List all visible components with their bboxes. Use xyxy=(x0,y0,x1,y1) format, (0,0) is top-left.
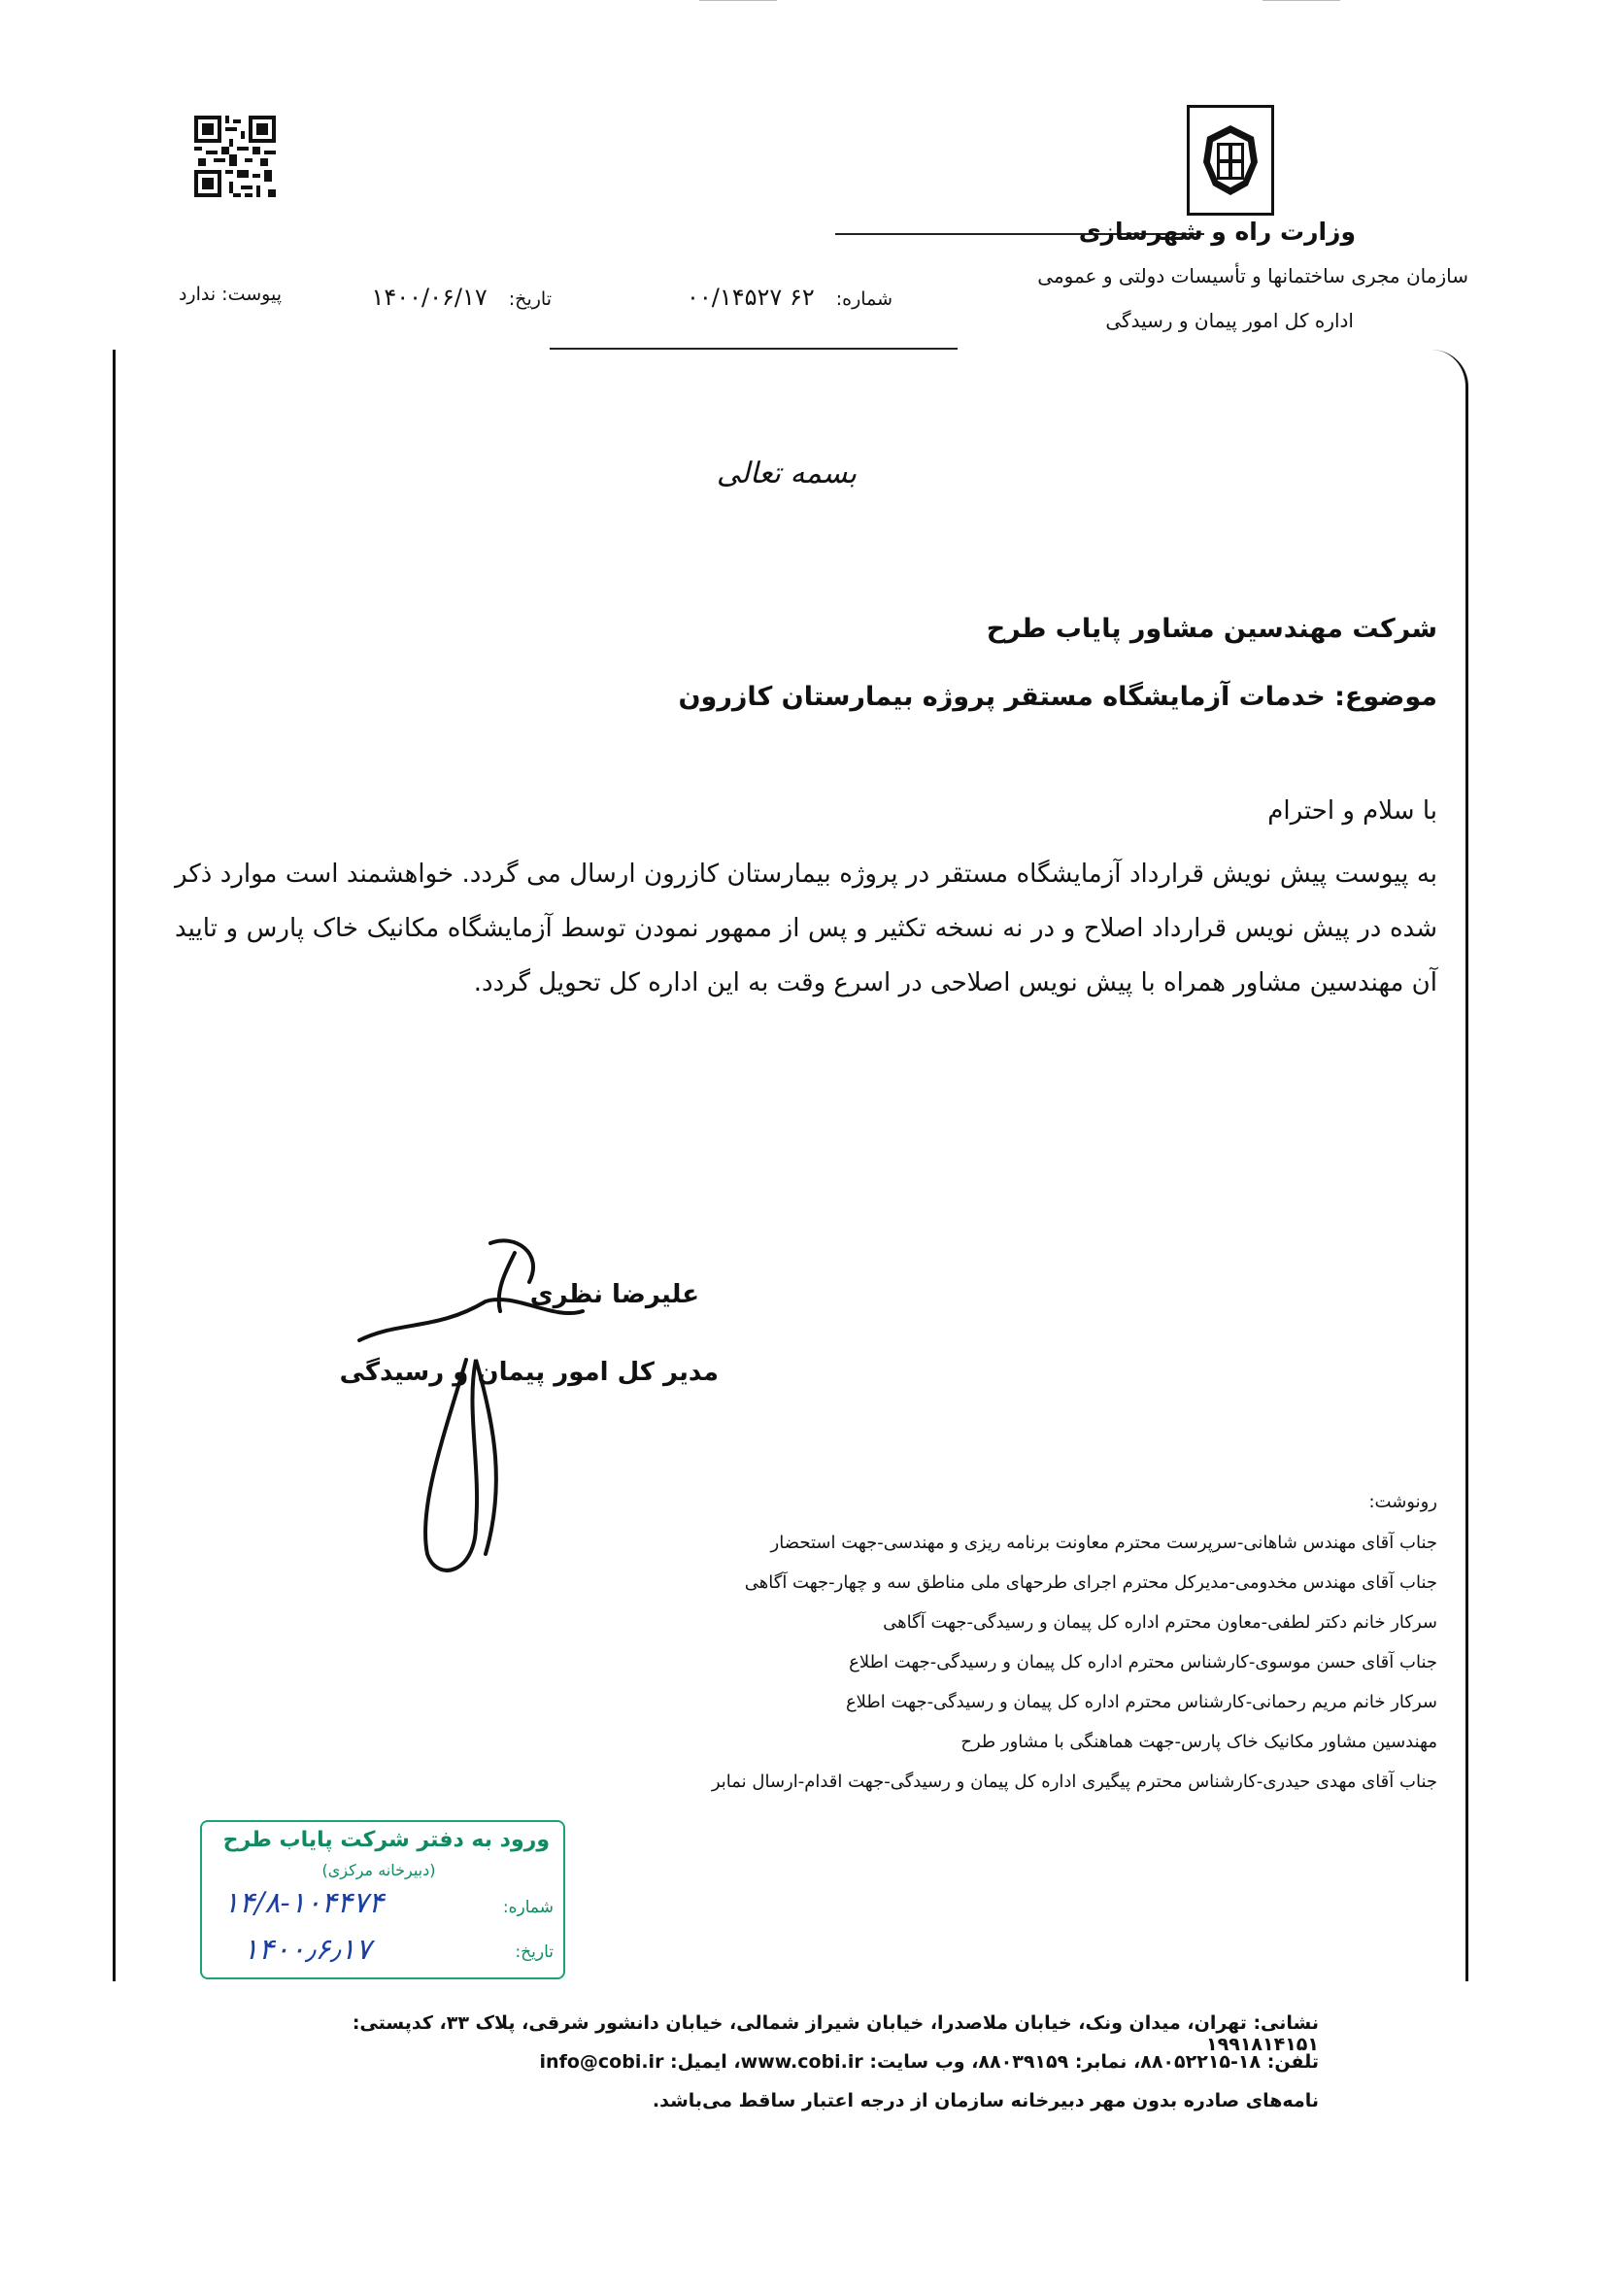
greeting: با سلام و احترام xyxy=(1267,796,1437,826)
footer-note: نامه‌های صادره بدون مهر دبیرخانه سازمان از درجه اعتبار ساقط می‌باشد. xyxy=(652,2090,1319,2111)
scan-edge-line xyxy=(699,0,777,1)
bismillah-heading: بسمه تعالی xyxy=(716,456,858,490)
cc-list xyxy=(466,1523,1437,1802)
cc-item: سرکار خانم دکتر لطفی-معاون محترم اداره کل پیمان و رسیدگی-جهت آگاهی xyxy=(883,1612,1437,1633)
letter-date xyxy=(328,284,552,311)
letter-number-label: شماره: xyxy=(835,288,892,310)
cc-item: جناب آقای مهدی حیدری-کارشناس محترم پیگیری اداره کل پیمان و رسیدگی-جهت اقدام-ارسال نمابر xyxy=(711,1772,1437,1792)
cc-item: جناب آقای مهندس مخدومی-مدیرکل محترم اجرای طرحهای ملی مناطق سه و چهار-جهت آگاهی xyxy=(744,1572,1437,1593)
cc-label: رونوشت: xyxy=(1368,1492,1437,1512)
cc-item: جناب آقای حسن موسوی-کارشناس محترم اداره کل پیمان و رسیدگی-جهت اطلاع xyxy=(849,1652,1437,1672)
letter-attachment xyxy=(146,284,282,305)
letter-number-value: ۶۲ ۰۰/۱۴۵۲۷ xyxy=(686,284,815,311)
recipient: شرکت مهندسین مشاور پایاب طرح xyxy=(986,614,1437,644)
attachment-value: ندارد xyxy=(178,284,217,305)
department-name: اداره کل امور پیمان و رسیدگی xyxy=(1105,309,1354,332)
ministry-logo-icon xyxy=(1187,105,1274,216)
cc-item: مهندسین مشاور مکانیک خاک پارس-جهت هماهنگی با مشاور طرح xyxy=(960,1732,1437,1752)
received-stamp xyxy=(200,1820,565,1979)
stamp-subtitle: (دبیرخانه مرکزی) xyxy=(321,1861,436,1879)
cc-item: جناب آقای مهندس شاهانی-سرپرست محترم معاونت برنامه ریزی و مهندسی-جهت استحضار xyxy=(770,1533,1437,1553)
letter-body: به پیوست پیش نویش قرارداد آزمایشگاه مستقر در پروژه بیمارستان کازرون ارسال می گردد. خواهشمند است موارد ذکر شده در پیش نویس قرارداد اصلاح و در نه نسخه تکثیر و پس از ممهور نمودن توسط آزمایشگاه مکانیک خاک پارس و تایید آن مهندسین مشاور همراه با پیش نویس اصلاحی در اسرع وقت به این اداره کل تحویل گردد. xyxy=(175,860,1437,997)
stamp-number-label: شماره: xyxy=(502,1898,554,1917)
organization-name: سازمان مجری ساختمانها و تأسیسات دولتی و عمومی xyxy=(1037,264,1468,287)
footer-address: نشانی: تهران، میدان ونک، خیابان ملاصدرا، خیابان شیراز شمالی، خیابان دانشور شرقی، پلاک ۳۳، کدپستی: ۱۹۹۱۸۱۴۱۵۱ xyxy=(352,2012,1319,2055)
letter-date-value: ۱۴۰۰/۰۶/۱۷ xyxy=(371,284,488,311)
ministry-name: وزارت راه و شهرسازی xyxy=(1078,218,1356,246)
stamp-number-value: ۱۴/۸-۱۰۴۴۷۴ xyxy=(223,1886,385,1920)
signatory-title: مدیر کل امور پیمان و رسیدگی xyxy=(339,1358,719,1387)
cc-item: سرکار خانم مریم رحمانی-کارشناس محترم اداره کل پیمان و رسیدگی-جهت اطلاع xyxy=(845,1692,1437,1712)
attachment-label: پیوست: xyxy=(221,284,282,305)
stamp-title: ورود به دفتر شرکت پایاب طرح xyxy=(222,1828,550,1852)
signatory-name: علیرضا نظری xyxy=(529,1280,699,1309)
qr-code-icon xyxy=(194,113,276,200)
footer-contact: تلفن: ۱۸-۸۸۰۵۲۲۱۵، نمابر: ۸۸۰۳۹۱۵۹، وب سایت: www.cobi.ir، ایمیل: info@cobi.ir xyxy=(539,2051,1319,2073)
stamp-date-label: تاریخ: xyxy=(515,1942,554,1962)
scan-edge-line xyxy=(1262,0,1340,1)
subject: موضوع: خدمات آزمایشگاه مستقر پروژه بیمارستان کازرون xyxy=(678,682,1437,712)
stamp-date-value: ۱۴۰۰٫۶٫۱۷ xyxy=(243,1933,372,1967)
letter-date-label: تاریخ: xyxy=(508,288,552,310)
letter-number xyxy=(664,284,892,311)
